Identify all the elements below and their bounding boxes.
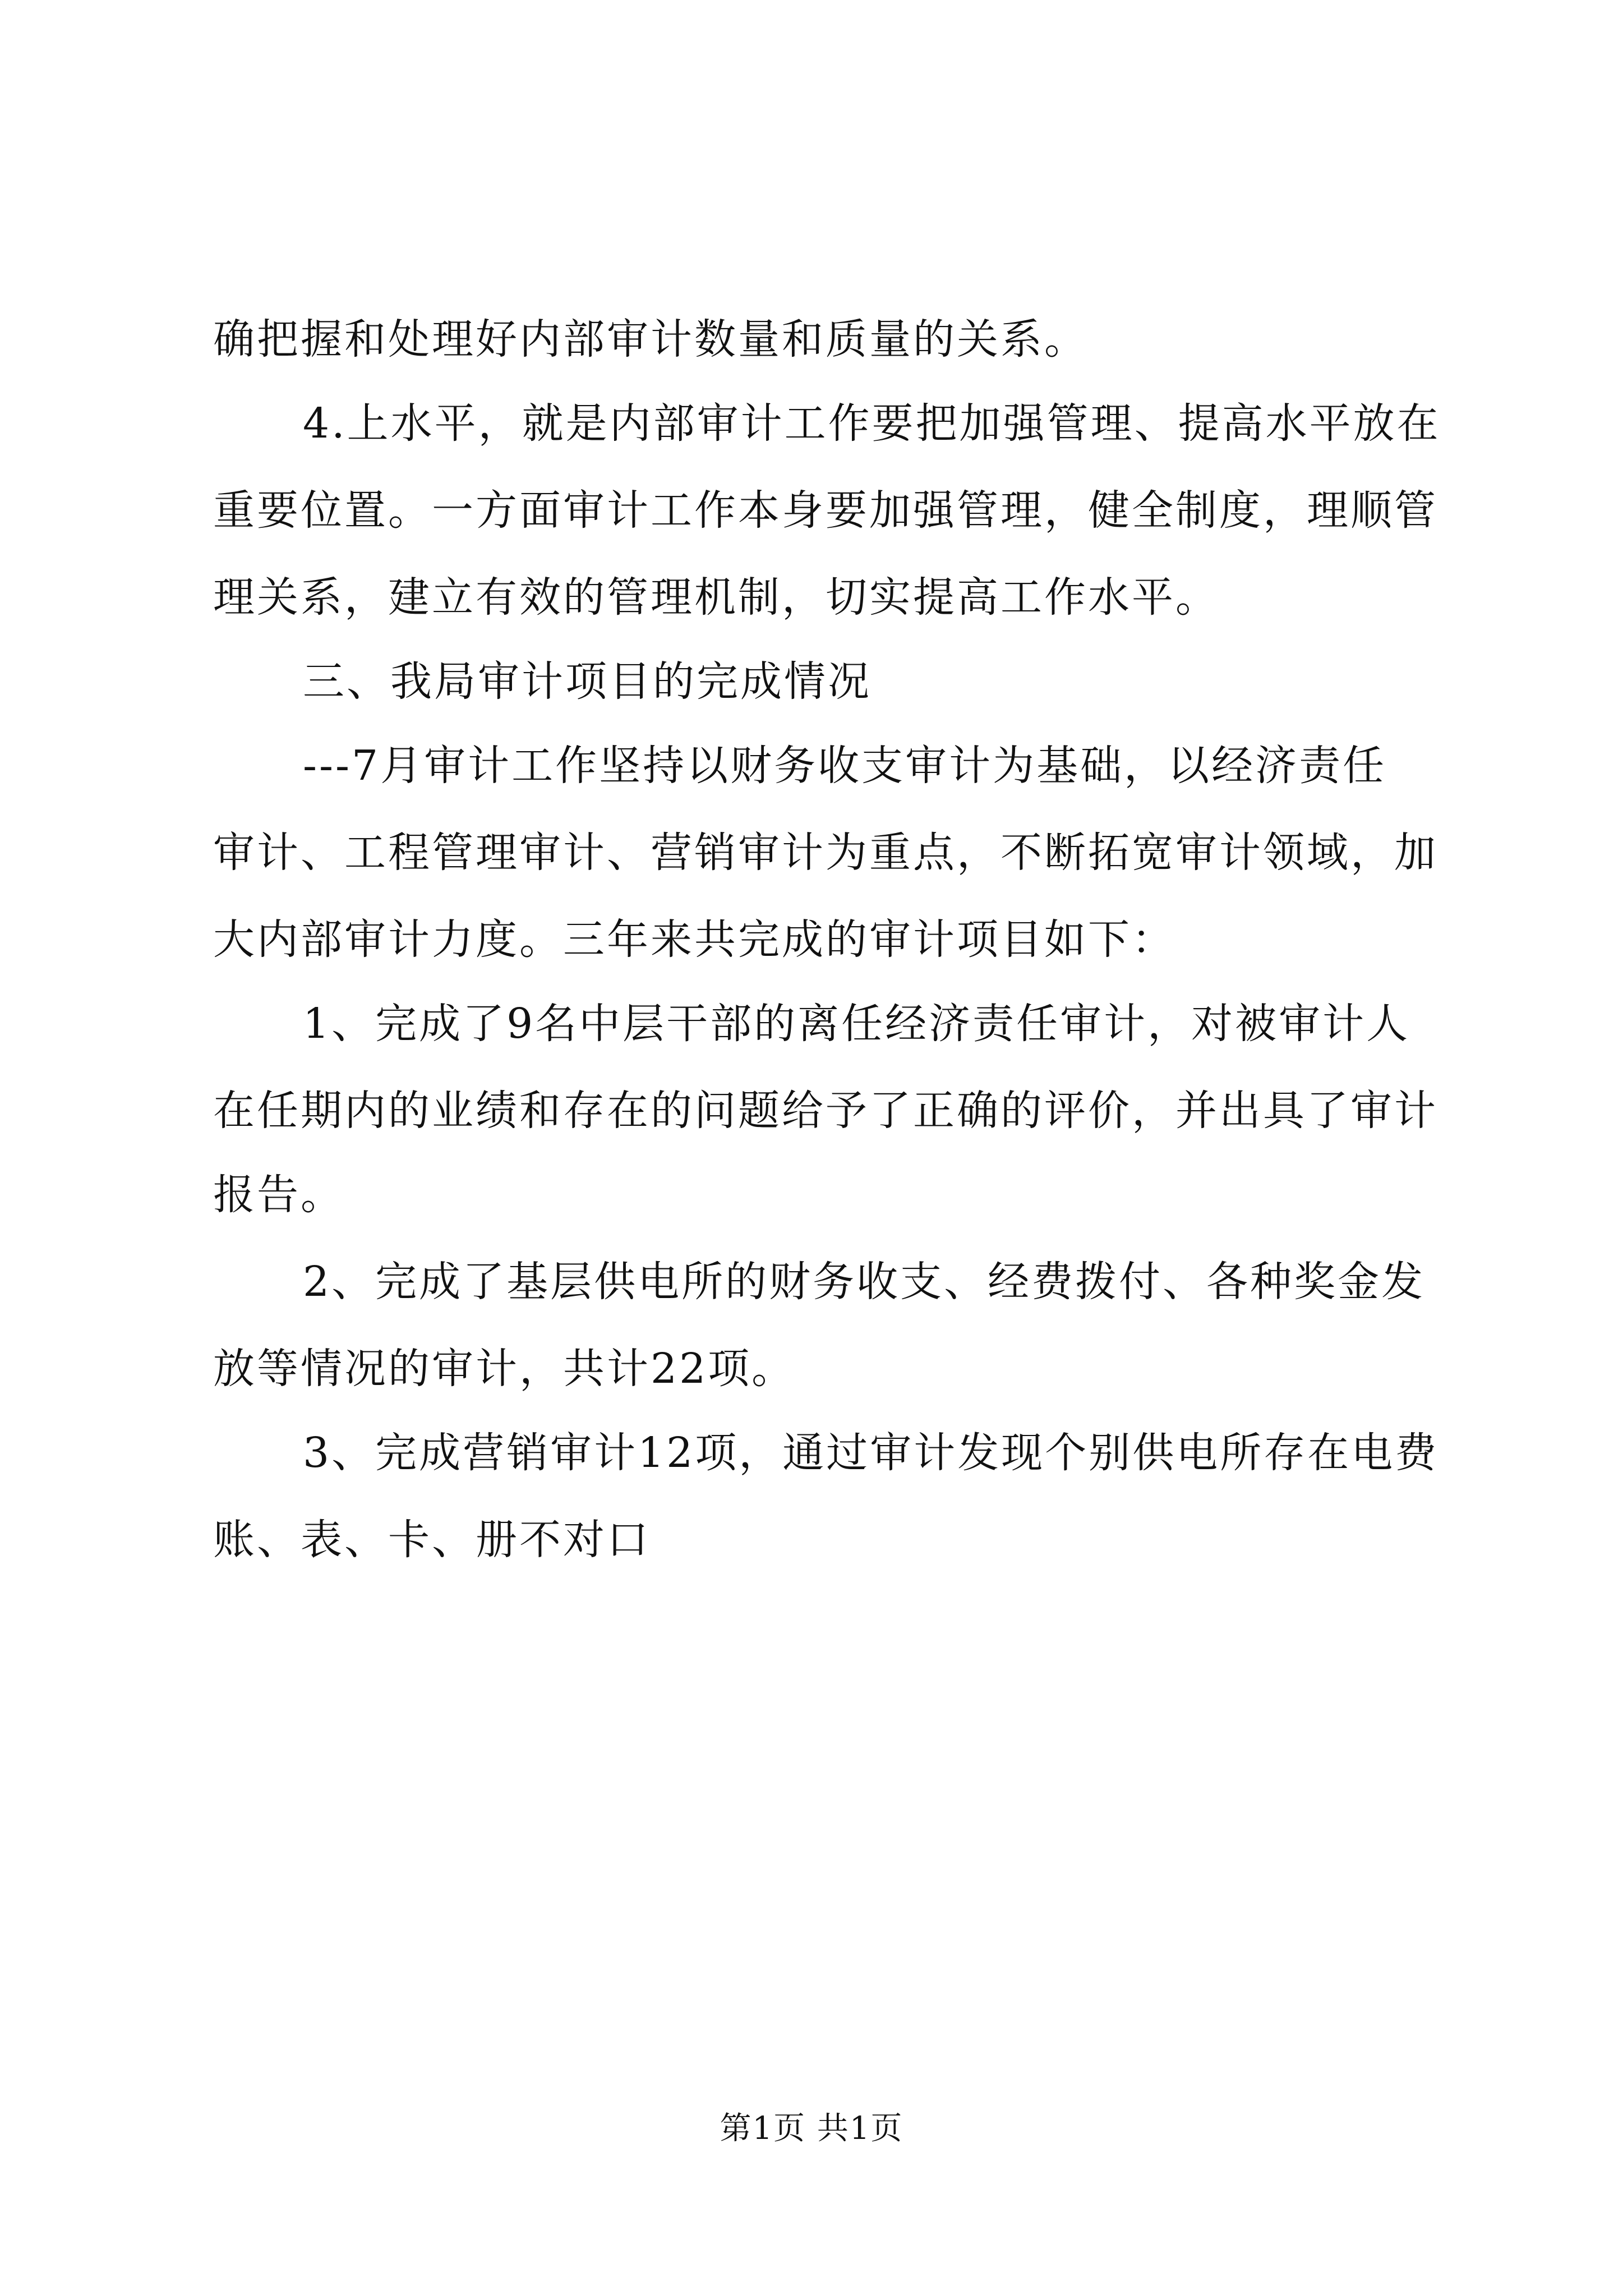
- body-text-line: 确把握和处理好内部审计数量和质量的关系。: [213, 315, 1088, 364]
- body-text-line: 大内部审计力度。三年来共完成的审计项目如下：: [213, 915, 1175, 964]
- list-item-2-start: 2、完成了基层供电所的财务收支、经费拨付、各种奖金发: [303, 1258, 1426, 1306]
- body-text-line: 报告。: [213, 1171, 344, 1219]
- list-item-3-start: 3、完成营销审计12项，通过审计发现个别供电所存在电费: [303, 1429, 1439, 1477]
- body-text-line: 审计、工程管理审计、营销审计为重点，不断拓宽审计领域，加: [213, 829, 1438, 877]
- body-text-line: 理关系，建立有效的管理机制，切实提高工作水平。: [213, 573, 1219, 622]
- paragraph-start: ---7月审计工作坚持以财务收支审计为基础，以经济责任: [303, 742, 1387, 790]
- body-text-line: 重要位置。一方面审计工作本身要加强管理，健全制度，理顺管: [213, 486, 1438, 535]
- body-text-line: 在任期内的业绩和存在的问题给予了正确的评价，并出具了审计: [213, 1087, 1438, 1135]
- page-number-footer: 第1页 共1页: [720, 2110, 903, 2147]
- section-heading: 三、我局审计项目的完成情况: [303, 657, 872, 706]
- paragraph-4-start: 4.上水平，就是内部审计工作要把加强管理、提高水平放在: [303, 399, 1441, 448]
- list-item-1-start: 1、完成了9名中层干部的离任经济责任审计，对被审计人: [303, 1000, 1410, 1048]
- body-text-line: 放等情况的审计，共计22项。: [213, 1345, 796, 1393]
- body-text-line: 账、表、卡、册不对口: [213, 1516, 651, 1564]
